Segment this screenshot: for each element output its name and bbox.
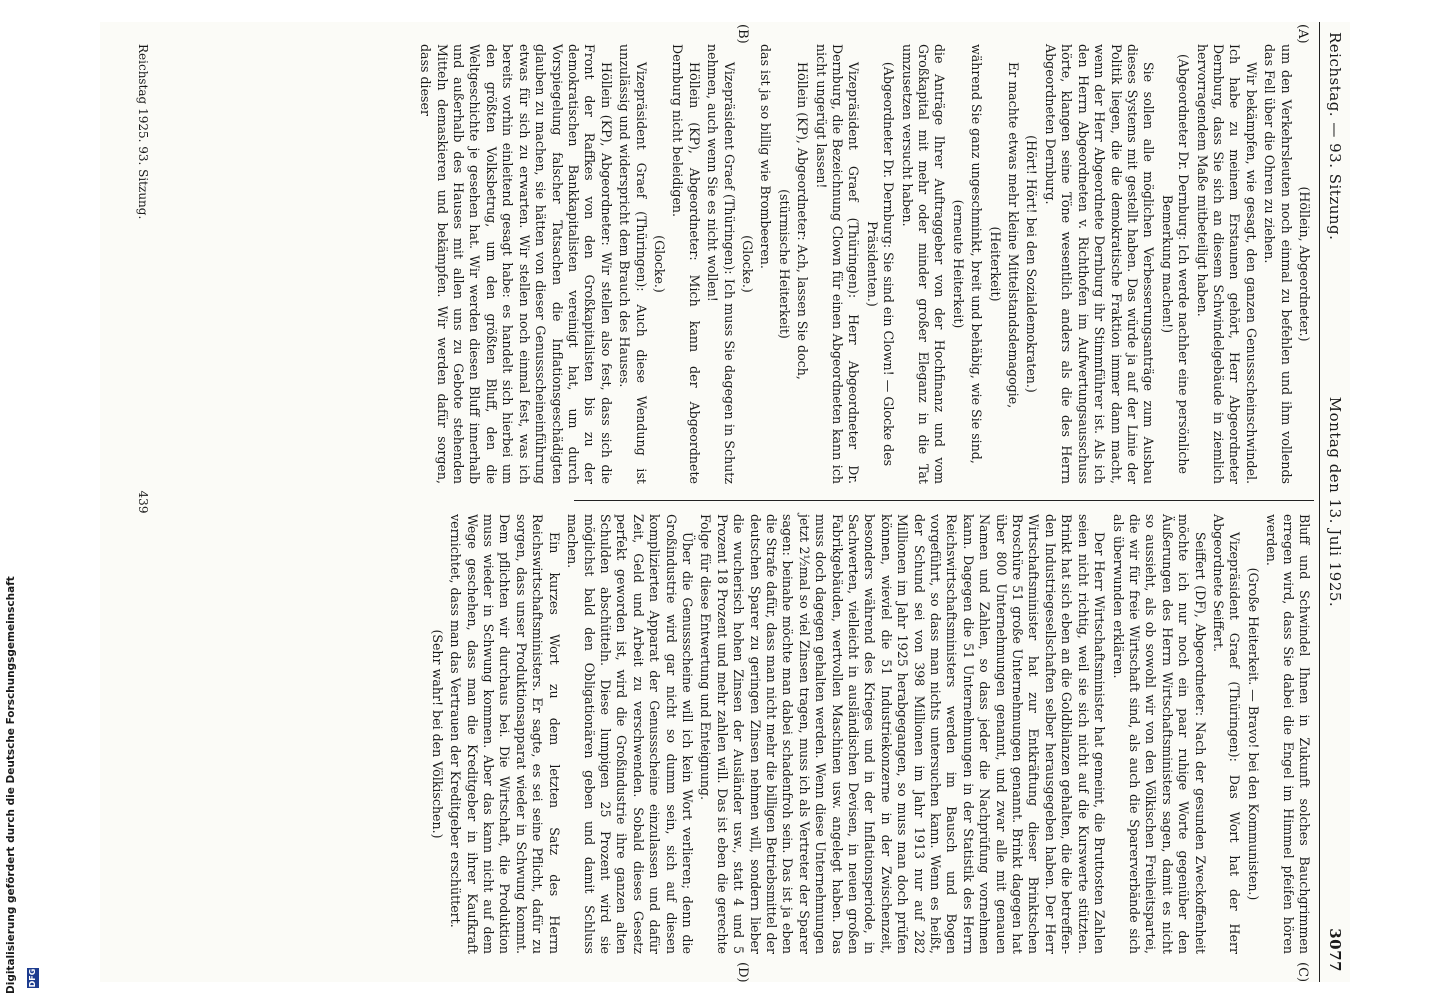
margin-marker-b: (B) — [735, 24, 750, 44]
paragraph: Sie sollen alle möglichen Verbesserungsanträge zum Ausbau dieses Systems mit gestellt haben. Das würde ja auf der Linie der Politik liegen, die die demokratische Fraktion immer dann macht, wenn der Herr Abgeordnete Dernburg ihr Stimmführer ist. Als ich den Herrn Abgeordneten v. Richthofen im Aufwertungsausschuss hörte, klangen seine Töne wesentlich anders als die des Herrn Abgeordneten Dernburg. — [1042, 44, 1157, 484]
margin-marker-c: (C) — [1295, 962, 1310, 983]
paragraph: Wir bekämpfen, wie gesagt, den ganzen Genussscheinschwindel. Ich habe zu meinem Erstaunen gehört, Herr Abgeordneter Dernburg, dass Sie sich an diesem Schwindelgebäude in ziemlich hervorragendem Maße mitbeteiligt haben. — [1194, 44, 1259, 484]
interjection: (Große Heiterkeit. — Bravo! bei den Kommunisten.) — [1245, 567, 1261, 901]
column-divider — [574, 500, 1314, 501]
paragraph: Er machte etwas mehr kleine Mittelstandsdemagogie, — [1006, 62, 1022, 409]
interjection: (Glocke.) — [740, 235, 755, 293]
paragraph: Bluff und Schwindel Ihnen in Zukunft solches Bauchgrimmen erregen wird, dass Sie dabei die Engel im Himmel pfeifen hören werden. — [1264, 514, 1312, 954]
digitization-note — [0, 574, 37, 1000]
footer-page-number: 439 — [136, 490, 150, 514]
scanned-page — [100, 22, 1350, 982]
paragraph: Vizepräsident Graef (Thüringen): Herr Abgeordneter Dr. Dernburg, die Bezeichnung Clown für einen Abgeordneten kann ich nicht ungerügt lassen! — [813, 44, 862, 484]
paragraph: Vizepräsident Graef (Thüringen): Das Wort hat der Herr Abgeordnete Seiffert. — [1210, 514, 1243, 954]
interjection: (Abgeordneter Dr. Dernburg: Sie sind ein Clown! — Glocke des Präsidenten.) — [864, 61, 897, 467]
paragraph: Höllein (KP), Abgeordneter: Wir stellen also fest, dass sich die Front der Raffkes von den Großkapitalisten bis zu der demokratischen Bankkapitalisten vereinigt hat, um durch Vorspiegelung falscher Tatsachen die Inflationsgeschädigten glauben zu machen, sie hätten von dieser Genussscheineinführung etwas für sich zu erwarten. Wir stellen noch einmal fest, was ich bereits vorhin einleitend gesagt habe: es handelt sich hierbei um den größten Volksbetrug, um den größten Bluff, den die Weltgeschichte je gesehen hat. Wir werden diesen Bluff innerhalb und außerhalb des Hauses mit allen uns zu Gebote stehenden Mitteln demaskieren und bekämpfen. Wir werden dafür sorgen, dass dieser — [418, 44, 614, 484]
paragraph: Über die Genussscheine will ich kein Wort verlieren; denn die Großindustrie wird gar nicht so dumm sein, sich auf diesen komplizierten Apparat der Genussscheine einzulassen und dafür Zeit, Geld und Arbeit zu verschwenden. Sobald dieses Gesetz perfekt geworden ist, wird die Großindustrie ihre ganzen alten Schulden abschütteln. Diese lumpigen 25 Prozent wird sie möglichst bald den Obligationären geben und damit Schluss machen. — [565, 514, 695, 954]
running-header — [1319, 22, 1344, 982]
paragraph: um den Verkehrsleuten noch einmal zu befehlen und ihm vollends das Fell über die Ohren zu ziehen. — [1262, 44, 1294, 484]
interjection: (erneute Heiterkeit) — [950, 199, 966, 329]
header-date: Montag den 13. Juli 1925. — [1326, 396, 1344, 608]
digitization-text: Digitalisierung gefördert durch die Deutsche Forschungsgemeinschaft — [5, 576, 17, 994]
paragraph: Seiffert (DF), Abgeordneter: Nach der gesunden Zweckoffenheit möchte ich nur noch ein paar ruhige Worte gegenüber den Äußerungen des Herrn Wirtschaftsministers sagen, damit es nicht so aussieht, als ob sowohl wir von den Völkischen Freiheitspartei, die wir für freie Wirtschaft sind, als auch die Sparerverbände sich als überwunden erklären. — [1110, 514, 1208, 954]
paragraph: die Anträge Ihrer Auftraggeber von der Hochfinanz und vom Großkapital mit mehr oder minder großer Eleganz in die Tat umzusetzen versucht haben. — [899, 44, 948, 484]
paragraph: Der Herr Wirtschaftsminister hat gemeint, die Bruttosten Zahlen seien nicht richtig, weil sie sich nicht auf die Kurswerte stützten. Brinkt hat sich eben an die Goldbilanzen gehalten, die die betreffenden Industriegesellschaften selber herausgegeben haben. Der Herr Wirtschaftsminister hat zur Entkräftung dieser Brinktschen Broschüre 51 große Unternehmungen genannt. Brinkt dagegen hat über 800 Unternehmungen genannt, und zwar alle mit genauen Namen und Zahlen, so dass jeder die Nachprüfung vornehmen kann. Dagegen die 51 Unternehmungen in der Statistik des Herrn Reichswirtschaftsministers werden im Bausch und Bogen vorgeführt, so dass man nichts untersuchen kann. Wenn es heißt, der Schund sei von 398 Millionen im Jahr 1913 nur auf 282 Millionen im Jahr 1925 herabgegangen, so muss man doch prüfen können, wieviel die 51 Industriekonzerne in der Zwischenzeit, besonders während des Krieges und in der Inflationsperiode, in Sachwerten, vielleicht in ausländischen Devisen, in neuen großen Fabrikgebäuden, wertvollen Maschinen usw. angelegt haben. Das muss doch dagegen gehalten werden. Wenn diese Unternehmungen jetzt 2½mal so viel Zinsen tragen, muss ich als Vertreter der Sparer sagen: beinahe möchte man dabei schadenfroh sein. Das ist ja eben die Strafe dafür, dass man nicht mehr die billigen Betriebsmittel der deutschen Sparer zu geringen Zinsen nehmen will, sondern lieber die wucherisch hohen Zinsen der Ausländer usw., statt 4 und 5 Prozent 18 Prozent und mehr zahlen will. Das ist eben die gerechte Folge für diese Entwertung und Enteignung. — [698, 514, 1108, 954]
paragraph: Höllein (KP), Abgeordneter: Ach, lassen Sie doch, — [795, 62, 811, 380]
interjection: (Glocke.) — [651, 235, 667, 293]
paragraph: während Sie ganz ungeschminkt, breit und behäbig, wie Sie sind, — [969, 44, 985, 464]
header-left: Reichstag. — 93. Sitzung. — [1326, 32, 1344, 241]
right-column — [426, 514, 1312, 954]
interjection: (Hört! Hört! bei den Sozialdemokraten.) — [1024, 135, 1040, 393]
interjection: (Heiterkeit) — [987, 226, 1003, 302]
paragraph: Höllein (KP), Abgeordneter: Mich kann der Abgeordnete Dernburg nicht beleidigen. — [670, 44, 702, 484]
interjection: (Sehr wahr! bei den Völkischen.) — [429, 629, 445, 839]
paragraph: Ein kurzes Wort zu dem letzten Satz des Herrn Reichswirtschaftsministers. Er sagte, es sei seine Pflicht, dafür zu sorgen, dass unser Produktionsapparat wieder in Schwung kommt. Dem pflichten wir durchaus bei. Die Wirtschaft, die Produktion muss wieder in Schwung kommen. Aber das kann nicht auf dem Wege geschehen, dass man die Kreditgeber in ihrer Kaufkraft vernichtet, dass man das Vertrauen der Kreditgeber erschüttert. — [448, 514, 562, 954]
left-column — [415, 44, 1312, 484]
paragraph: Vizepräsident Graef (Thüringen): Auch diese Wendung ist unzulässig und widerspricht dem Brauch des Hauses. — [617, 44, 649, 484]
interjection: (Abgeordneter Dr. Dernburg: Ich werde nachher eine persönliche Bemerkung machen!) — [1159, 54, 1192, 474]
paragraph: Vizepräsident Graef (Thüringen): Ich muss Sie dagegen in Schutz nehmen, auch wenn Sie es nicht wollen! — [705, 44, 737, 484]
margin-marker-a: (A) — [1295, 24, 1310, 44]
page-number: 3077 — [1326, 928, 1344, 972]
margin-marker-d: (D) — [735, 962, 750, 983]
footer-left: Reichstag 1925. 93. Sitzung. — [136, 44, 150, 220]
interjection: (stürmische Heiterkeit) — [776, 189, 792, 339]
dfg-logo: DFG — [28, 968, 37, 988]
interjection: (Höllein, Abgeordneter.) — [1297, 186, 1312, 342]
paragraph: das ist ja so billig wie Brombeeren. — [758, 44, 774, 269]
